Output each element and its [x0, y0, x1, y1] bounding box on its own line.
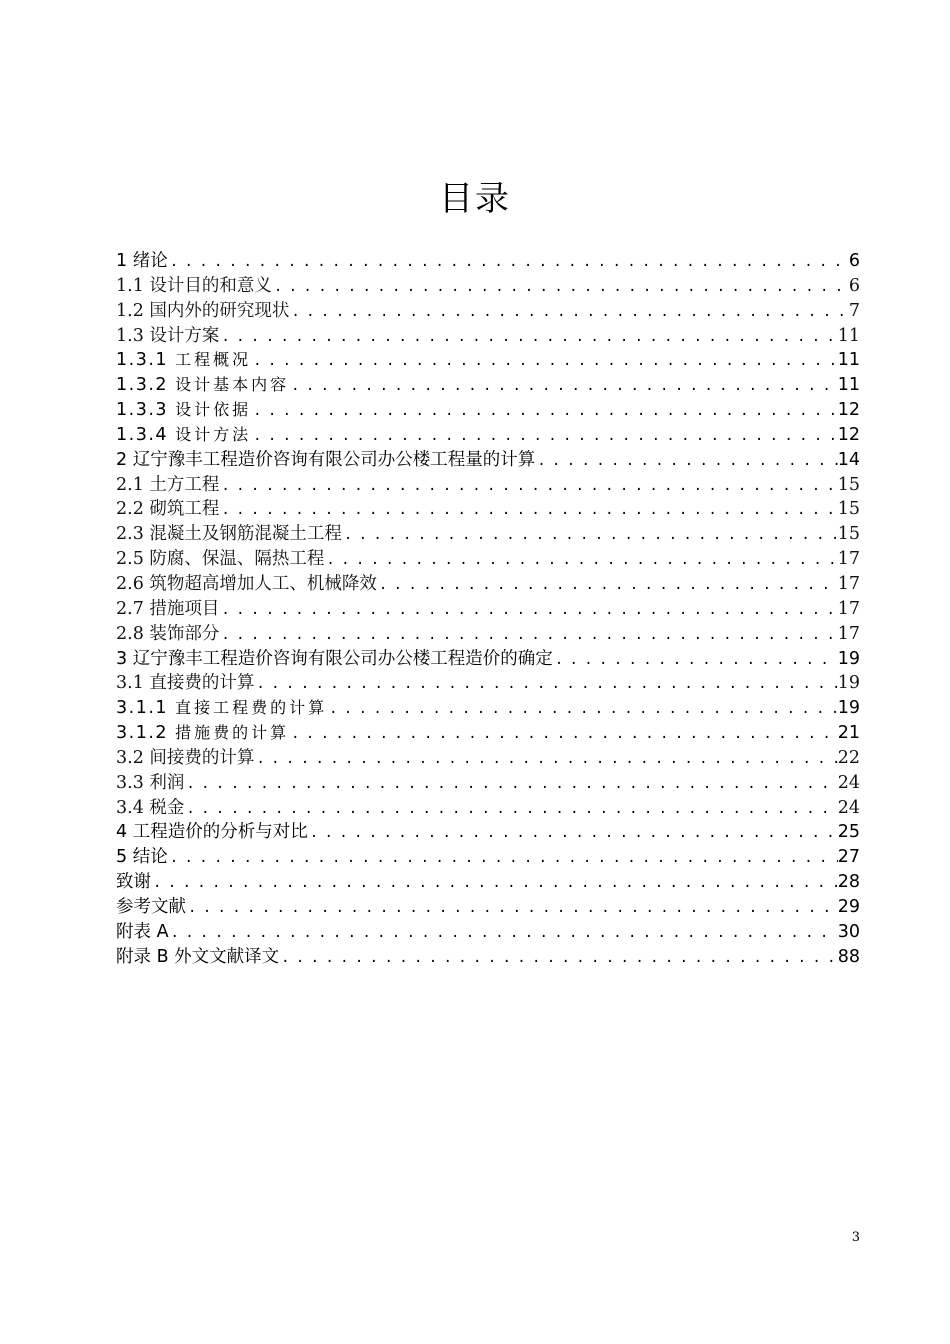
toc-entry[interactable]: [116, 398, 860, 423]
toc-entry-label: [116, 497, 219, 522]
toc-entry-page: 19: [837, 698, 860, 719]
dot-leader: [289, 374, 838, 399]
toc-entry-page: 15: [837, 524, 860, 545]
table-of-contents: [116, 249, 860, 969]
toc-entry-label: [116, 647, 553, 672]
toc-entry-text: 工程造价的分析与对比: [132, 822, 308, 843]
toc-entry-text: 防腐、保温、隔热工程: [149, 549, 325, 570]
toc-entry-number: 2.8: [116, 623, 144, 644]
toc-entry-label: [116, 696, 327, 721]
toc-entry-number: 1.3.1: [116, 350, 169, 371]
toc-entry[interactable]: [116, 945, 860, 970]
dot-leader: [324, 548, 837, 573]
toc-entry[interactable]: [116, 920, 860, 945]
dot-leader: [219, 325, 837, 350]
toc-entry-label: [116, 771, 184, 796]
dot-leader: [168, 250, 849, 275]
toc-entry-label: [116, 920, 169, 945]
toc-entry-number: 2.7: [116, 598, 144, 619]
toc-entry-number: 3.4: [116, 797, 144, 818]
toc-entry-label: [116, 870, 151, 895]
toc-entry-label: [116, 597, 219, 622]
toc-entry-page: 12: [837, 400, 860, 421]
toc-entry-text: 工程概况: [175, 350, 252, 370]
toc-entry-label: [116, 845, 168, 870]
toc-entry-text: 措施项目: [149, 598, 220, 619]
toc-entry-page: 15: [837, 499, 860, 520]
dot-leader: [279, 946, 838, 971]
toc-entry-text: 附表 A: [116, 921, 169, 942]
toc-entry[interactable]: [116, 746, 860, 771]
toc-entry[interactable]: [116, 895, 860, 920]
toc-entry-text: 利润: [149, 772, 185, 793]
dot-leader: [151, 871, 838, 896]
toc-entry[interactable]: [116, 497, 860, 522]
toc-entry-number: 3.1: [116, 673, 144, 694]
toc-entry-text: 结论: [132, 847, 168, 868]
toc-entry[interactable]: [116, 249, 860, 274]
toc-entry-text: 设计依据: [175, 400, 252, 420]
toc-entry[interactable]: [116, 622, 860, 647]
toc-entry-number: 1.3.3: [116, 400, 169, 421]
toc-entry[interactable]: [116, 324, 860, 349]
toc-entry[interactable]: [116, 870, 860, 895]
toc-entry-page: 7: [848, 300, 860, 321]
toc-entry-number: 3.1.2: [116, 723, 169, 744]
toc-entry-page: 6: [848, 275, 860, 296]
toc-entry[interactable]: [116, 473, 860, 498]
toc-entry-number: 2: [116, 449, 128, 470]
toc-entry[interactable]: [116, 696, 860, 721]
toc-entry-text: 土方工程: [149, 474, 220, 495]
toc-entry[interactable]: [116, 423, 860, 448]
toc-entry[interactable]: [116, 274, 860, 299]
toc-entry-text: 砌筑工程: [149, 499, 220, 520]
toc-entry-text: 设计目的和意义: [149, 275, 272, 296]
toc-entry-label: [116, 274, 272, 299]
toc-entry-page: 15: [837, 474, 860, 495]
toc-entry-text: 绪论: [132, 251, 168, 271]
toc-entry-page: 14: [837, 449, 860, 470]
toc-entry-label: [116, 547, 324, 572]
toc-entry[interactable]: [116, 373, 860, 398]
toc-entry-number: 2.2: [116, 499, 144, 520]
toc-entry-label: [116, 448, 535, 473]
toc-entry-text: 措施费的计算: [175, 723, 290, 743]
toc-entry-number: 4: [116, 822, 128, 843]
toc-entry-page: 19: [837, 648, 860, 669]
dot-leader: [184, 772, 837, 797]
dot-leader: [342, 523, 838, 548]
dot-leader: [553, 648, 838, 673]
toc-entry-label: [116, 746, 254, 771]
dot-leader: [251, 424, 838, 449]
dot-leader: [169, 921, 838, 946]
toc-entry-text: 参考文献: [116, 896, 186, 917]
toc-entry[interactable]: [116, 572, 860, 597]
toc-entry-text: 致谢: [116, 872, 151, 893]
dot-leader: [219, 474, 837, 499]
toc-entry-label: [116, 473, 219, 498]
toc-entry-text: 设计方案: [149, 325, 220, 346]
dot-leader: [327, 697, 838, 722]
toc-entry-text: 直接费的计算: [149, 673, 255, 694]
dot-leader: [289, 300, 848, 325]
toc-entry-text: 间接费的计算: [149, 747, 255, 768]
toc-entry-page: 11: [837, 325, 860, 346]
toc-entry-page: 21: [837, 723, 860, 744]
toc-entry-label: [116, 721, 289, 746]
toc-entry-number: 3.3: [116, 772, 144, 793]
toc-entry-number: 5: [116, 847, 128, 868]
dot-leader: [254, 747, 837, 772]
dot-leader: [219, 623, 837, 648]
toc-entry-page: 29: [837, 896, 860, 917]
toc-entry-label: [116, 796, 184, 821]
toc-entry-number: 2.5: [116, 549, 144, 570]
toc-entry-page: 19: [837, 673, 860, 694]
toc-entry-text: 直接工程费的计算: [175, 698, 328, 718]
dot-leader: [219, 498, 837, 523]
toc-entry[interactable]: [116, 299, 860, 324]
toc-entry-number: 1.2: [116, 300, 144, 321]
toc-entry[interactable]: [116, 845, 860, 870]
toc-entry-text: 税金: [149, 797, 185, 818]
toc-entry-label: [116, 249, 168, 274]
dot-leader: [535, 449, 838, 474]
toc-entry-page: 17: [837, 549, 860, 570]
toc-entry-page: 11: [837, 375, 860, 396]
toc-entry-page: 6: [848, 251, 860, 271]
toc-entry-text: 混凝土及钢筋混凝土工程: [149, 524, 342, 545]
toc-entry[interactable]: [116, 647, 860, 672]
toc-entry-text: 辽宁豫丰工程造价咨询有限公司办公楼工程造价的确定: [132, 648, 553, 669]
toc-entry-number: 1.3.4: [116, 424, 169, 445]
toc-entry-number: 2.3: [116, 524, 144, 545]
dot-leader: [251, 399, 838, 424]
toc-entry-page: 28: [837, 872, 860, 893]
dot-leader: [184, 797, 837, 822]
toc-entry-text: 筑物超高增加人工、机械降效: [149, 573, 377, 594]
toc-entry-label: [116, 324, 219, 349]
toc-entry-page: 25: [837, 822, 860, 843]
toc-entry-label: [116, 373, 289, 398]
toc-entry-label: [116, 671, 254, 696]
toc-entry-text: 国内外的研究现状: [149, 300, 290, 321]
toc-entry-page: 27: [837, 847, 860, 868]
toc-entry-label: [116, 820, 308, 845]
toc-entry[interactable]: [116, 522, 860, 547]
toc-entry[interactable]: [116, 721, 860, 746]
toc-entry-label: [116, 945, 279, 970]
toc-entry-number: 3: [116, 648, 128, 669]
toc-entry-text: 设计方法: [175, 424, 252, 444]
toc-entry-label: [116, 348, 251, 373]
toc-entry-text: 装饰部分: [149, 623, 220, 644]
toc-entry-text: 辽宁豫丰工程造价咨询有限公司办公楼工程量的计算: [132, 449, 536, 470]
toc-entry-page: 24: [837, 772, 860, 793]
toc-entry-label: [116, 522, 342, 547]
toc-entry-text: 附录 B 外文文献译文: [116, 946, 280, 967]
toc-entry-page: 88: [837, 946, 860, 967]
toc-entry[interactable]: [116, 820, 860, 845]
toc-entry-page: 24: [837, 797, 860, 818]
toc-entry-text: 设计基本内容: [175, 375, 290, 395]
toc-entry[interactable]: [116, 547, 860, 572]
toc-entry-number: 2.1: [116, 474, 144, 495]
toc-entry-number: 3.2: [116, 747, 144, 768]
toc-entry-page: 12: [837, 424, 860, 445]
toc-entry-label: [116, 398, 251, 423]
dot-leader: [219, 598, 837, 623]
dot-leader: [272, 275, 849, 300]
toc-entry-label: [116, 895, 186, 920]
toc-entry-number: 3.1.1: [116, 698, 169, 719]
toc-entry-label: [116, 572, 377, 597]
toc-entry-number: 1.1: [116, 275, 144, 296]
toc-entry[interactable]: [116, 671, 860, 696]
toc-entry-number: 1.3: [116, 325, 144, 346]
dot-leader: [308, 821, 838, 846]
toc-entry-label: [116, 622, 219, 647]
toc-entry-page: 17: [837, 573, 860, 594]
dot-leader: [377, 573, 838, 598]
dot-leader: [289, 722, 838, 747]
toc-entry-page: 30: [837, 921, 860, 942]
page-number: 3: [851, 1230, 860, 1245]
toc-entry[interactable]: [116, 796, 860, 821]
toc-entry-label: [116, 423, 251, 448]
toc-entry-page: 22: [837, 747, 860, 768]
toc-entry-page: 11: [837, 350, 860, 371]
page-title: 目录: [439, 179, 511, 219]
dot-leader: [254, 672, 837, 697]
toc-entry-number: 2.6: [116, 573, 144, 594]
toc-entry-page: 17: [837, 623, 860, 644]
dot-leader: [251, 349, 838, 374]
toc-entry[interactable]: [116, 448, 860, 473]
toc-entry-label: [116, 299, 289, 324]
toc-entry[interactable]: [116, 771, 860, 796]
toc-entry-number: 1.3.2: [116, 375, 169, 396]
toc-entry[interactable]: [116, 348, 860, 373]
toc-entry-page: 17: [837, 598, 860, 619]
toc-entry[interactable]: [116, 597, 860, 622]
dot-leader: [186, 896, 838, 921]
dot-leader: [168, 846, 838, 871]
toc-entry-number: 1: [116, 251, 128, 271]
